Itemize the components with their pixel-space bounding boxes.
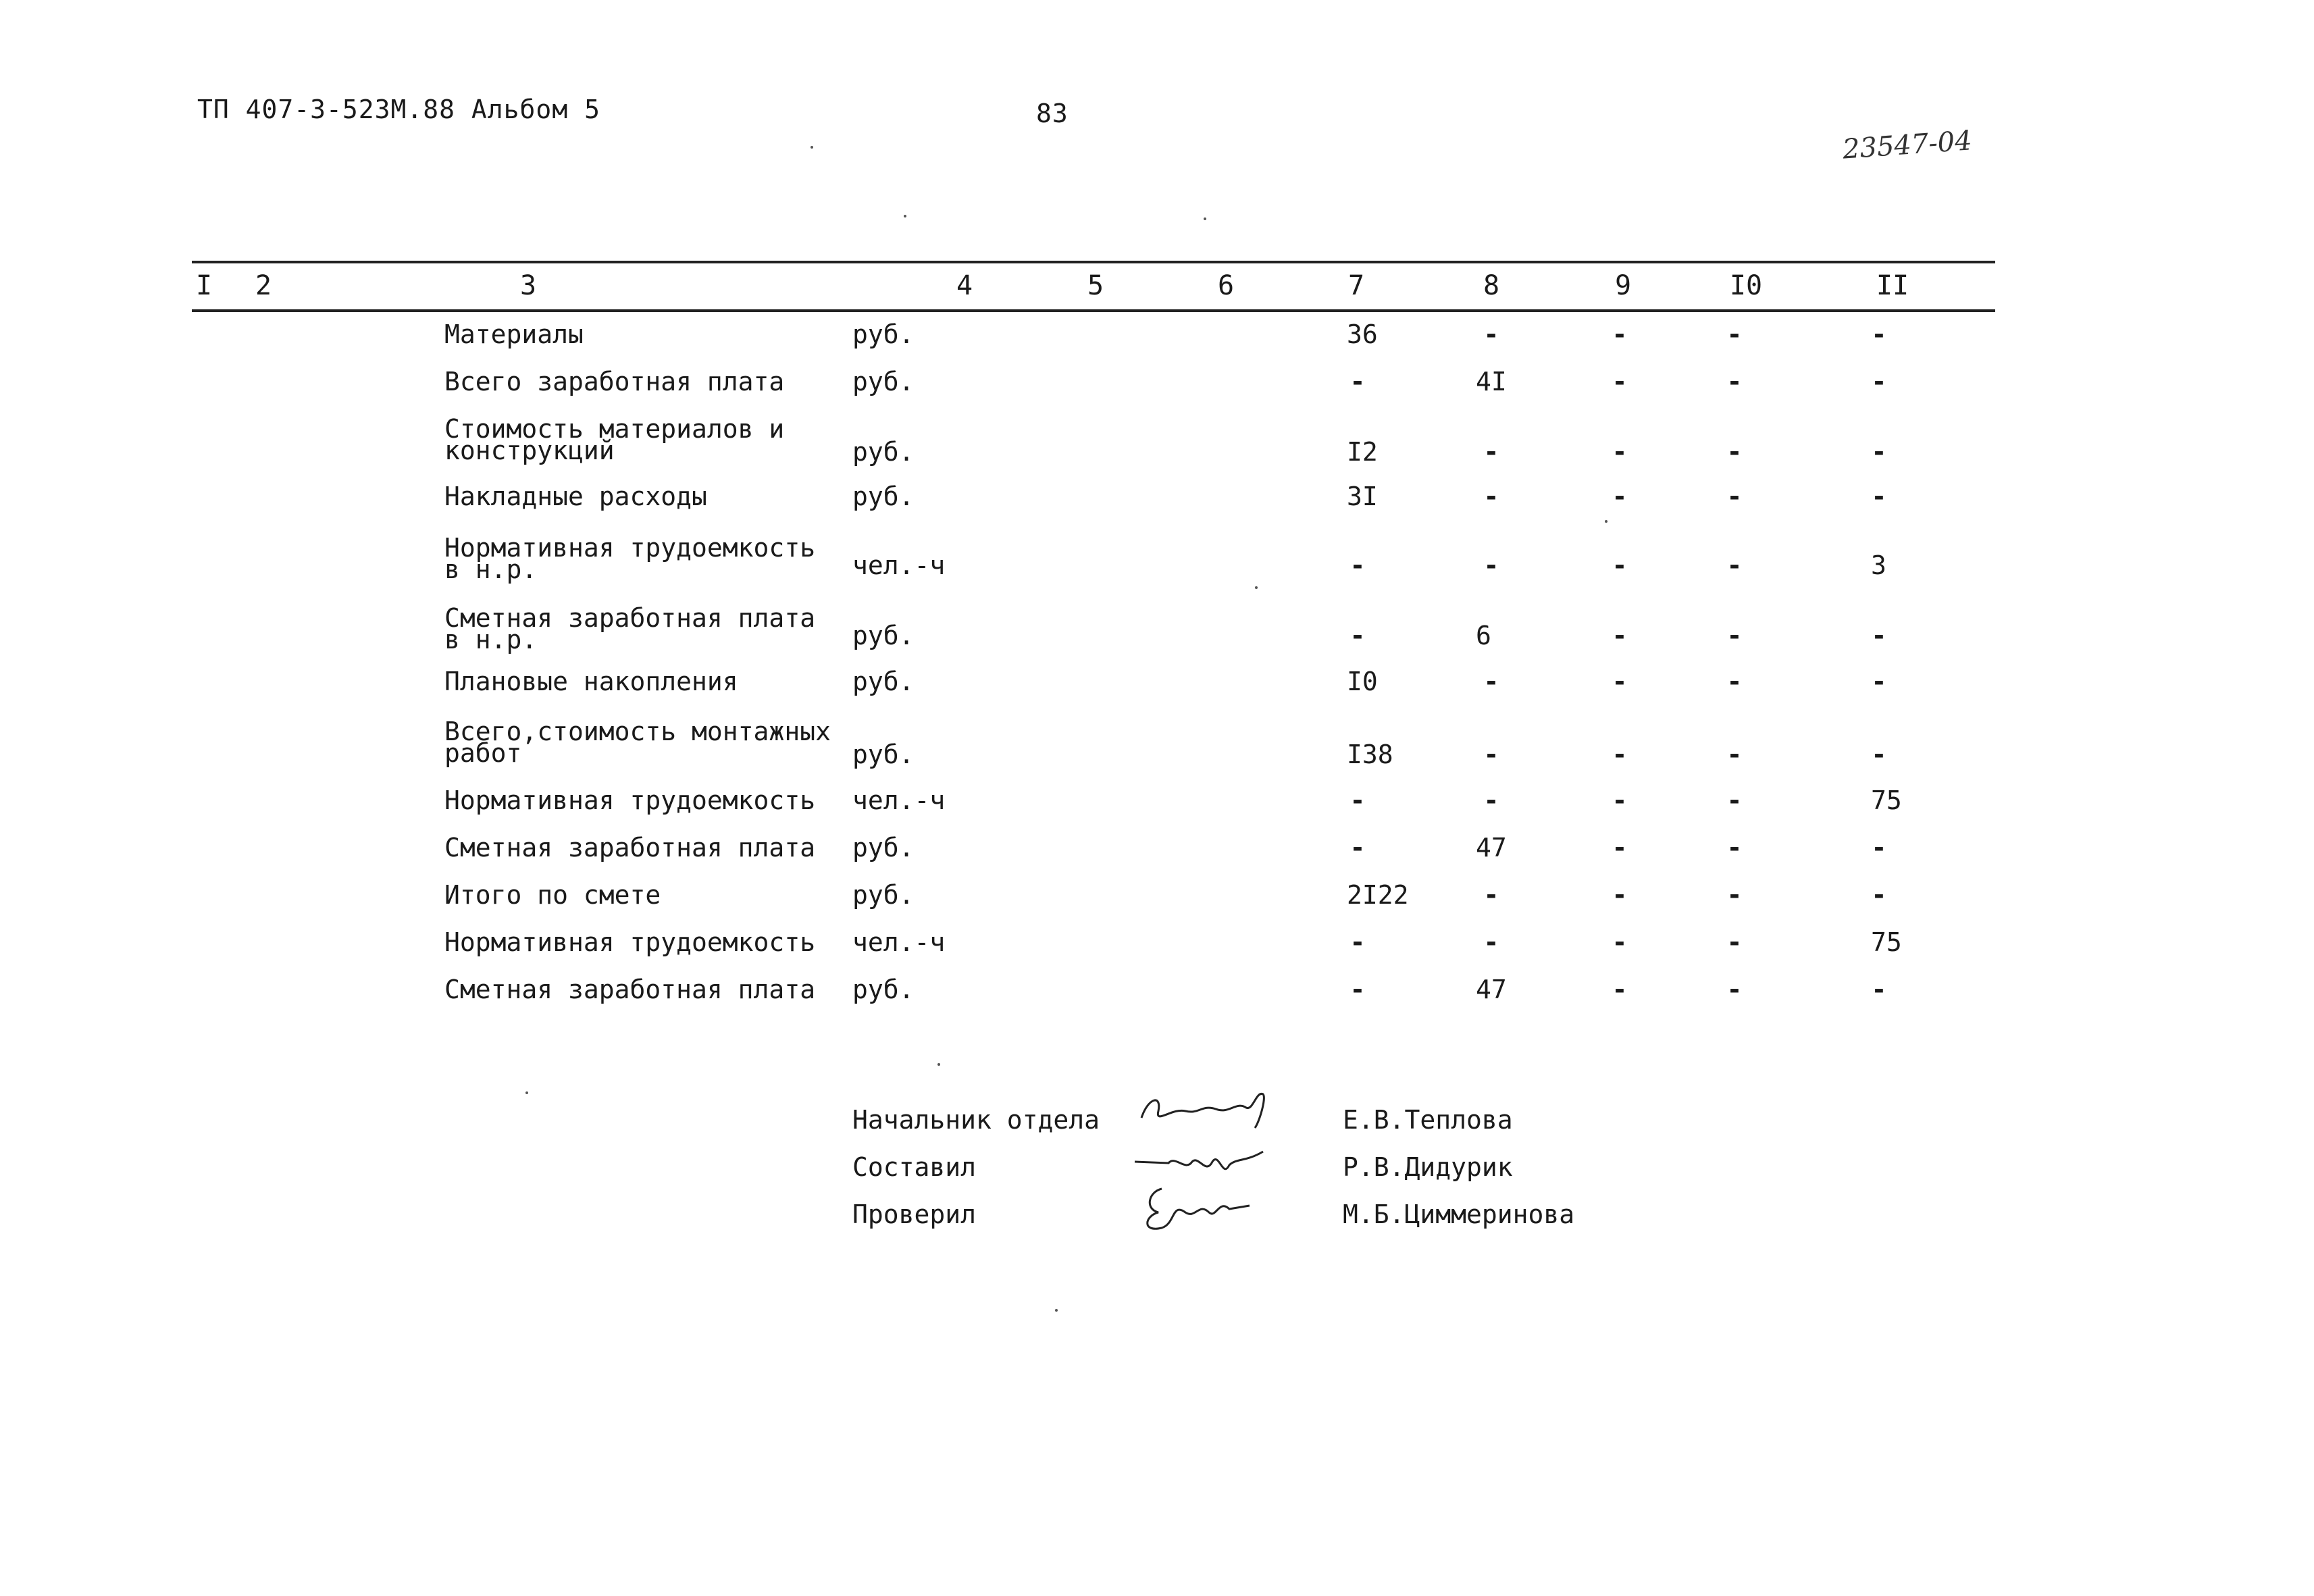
cell-c9: - (1612, 975, 1628, 1004)
cell-c8: - (1483, 880, 1499, 910)
cell-c7: - (1349, 927, 1366, 957)
cell-c11: - (1871, 482, 1887, 511)
cell-c10: - (1726, 482, 1743, 511)
row-unit: руб. (852, 667, 915, 696)
cell-c9: - (1612, 550, 1628, 580)
cell-c8: 4I (1476, 367, 1507, 396)
cell-c7: I2 (1347, 437, 1378, 467)
row-unit: руб. (852, 482, 915, 511)
cell-c10: - (1726, 667, 1743, 696)
scan-speck (937, 1063, 940, 1066)
cell-c11: 3 (1871, 550, 1886, 580)
cell-c11: - (1871, 833, 1887, 863)
cell-c10: - (1726, 786, 1743, 815)
cell-c11: - (1871, 740, 1887, 769)
cell-c11: - (1871, 621, 1887, 650)
cell-c7: - (1349, 975, 1366, 1004)
table-header-rule (192, 309, 1995, 312)
cell-c9: - (1612, 786, 1628, 815)
row-name: в н.р. (444, 625, 538, 654)
row-unit: руб. (852, 621, 915, 650)
cell-c8: 47 (1476, 833, 1507, 863)
cell-c10: - (1726, 621, 1743, 650)
row-unit: руб. (852, 740, 915, 769)
cell-c10: - (1726, 550, 1743, 580)
scan-speck (904, 215, 906, 217)
row-unit: чел.-ч (852, 927, 946, 957)
cell-c7: 2I22 (1347, 880, 1409, 910)
scan-speck (1605, 520, 1608, 523)
cell-c9: - (1612, 482, 1628, 511)
cell-c8: 47 (1476, 975, 1507, 1004)
cell-c11: - (1871, 880, 1887, 910)
archive-stamp: 23547-04 (1841, 125, 1974, 165)
cell-c7: - (1349, 621, 1366, 650)
row-name: Нормативная трудоемкость (444, 927, 816, 957)
handwritten-signature-3 (1135, 1175, 1270, 1236)
cell-c7: - (1349, 367, 1366, 396)
cell-c8: - (1483, 482, 1499, 511)
cell-c7: - (1349, 833, 1366, 863)
cell-c10: - (1726, 880, 1743, 910)
cell-c7: 3I (1347, 482, 1378, 511)
column-number-2: 2 (255, 270, 272, 301)
cell-c10: - (1726, 927, 1743, 957)
row-name: Нормативная трудоемкость (444, 533, 816, 563)
cell-c11: - (1871, 667, 1887, 696)
cell-c10: - (1726, 975, 1743, 1004)
cell-c11: - (1871, 975, 1887, 1004)
page-number: 83 (1036, 99, 1069, 128)
row-name: Всего,стоимость монтажных (444, 717, 831, 746)
column-number-11: II (1876, 270, 1909, 301)
cell-c11: - (1871, 319, 1887, 349)
signature-role-head: Начальник отдела (852, 1105, 1100, 1135)
scan-speck (525, 1091, 528, 1094)
row-unit: руб. (852, 975, 915, 1004)
cell-c9: - (1612, 437, 1628, 467)
row-name: Нормативная трудоемкость (444, 786, 816, 815)
row-unit: руб. (852, 367, 915, 396)
cell-c8: - (1483, 786, 1499, 815)
row-name: Сметная заработная плата (444, 603, 816, 633)
cell-c10: - (1726, 740, 1743, 769)
column-number-4: 4 (956, 270, 973, 301)
cell-c11: 75 (1871, 786, 1902, 815)
cell-c10: - (1726, 833, 1743, 863)
cell-c8: - (1483, 740, 1499, 769)
cell-c9: - (1612, 319, 1628, 349)
cell-c8: - (1483, 437, 1499, 467)
cell-c7: - (1349, 550, 1366, 580)
row-unit: руб. (852, 880, 915, 910)
cell-c9: - (1612, 880, 1628, 910)
document-code: ТП 407-3-523М.88 Альбом 5 (197, 95, 600, 124)
cell-c10: - (1726, 367, 1743, 396)
scan-speck (1255, 586, 1258, 589)
column-number-10: I0 (1729, 270, 1763, 301)
row-name: Накладные расходы (444, 482, 707, 511)
cell-c9: - (1612, 667, 1628, 696)
cell-c10: - (1726, 437, 1743, 467)
row-unit: руб. (852, 319, 915, 349)
row-name: работ (444, 738, 522, 768)
cell-c8: - (1483, 319, 1499, 349)
cell-c7: 36 (1347, 319, 1378, 349)
cell-c9: - (1612, 621, 1628, 650)
row-name: конструкций (444, 436, 615, 465)
cell-c7: I38 (1347, 740, 1393, 769)
scan-speck (811, 146, 813, 149)
signature-role-compiled: Составил (852, 1152, 977, 1182)
row-unit: руб. (852, 833, 915, 863)
cell-c11: 75 (1871, 927, 1902, 957)
row-name: Всего заработная плата (444, 367, 785, 396)
row-name: Плановые накопления (444, 667, 738, 696)
cell-c8: - (1483, 550, 1499, 580)
column-number-5: 5 (1087, 270, 1104, 301)
cell-c9: - (1612, 367, 1628, 396)
signature-role-checked: Проверил (852, 1200, 977, 1229)
cell-c7: I0 (1347, 667, 1378, 696)
row-unit: руб. (852, 437, 915, 467)
row-unit: чел.-ч (852, 786, 946, 815)
cell-c9: - (1612, 833, 1628, 863)
row-name: Итого по смете (444, 880, 661, 910)
column-number-3: 3 (519, 270, 537, 301)
cell-c7: - (1349, 786, 1366, 815)
scan-speck (1055, 1309, 1058, 1312)
cell-c8: - (1483, 667, 1499, 696)
row-unit: чел.-ч (852, 550, 946, 580)
row-name: Стоимость материалов и (444, 414, 785, 444)
cell-c8: 6 (1476, 621, 1491, 650)
scan-speck (1204, 217, 1206, 220)
table-top-rule (192, 261, 1995, 263)
column-number-6: 6 (1217, 270, 1235, 301)
row-name: Сметная заработная плата (444, 833, 816, 863)
signature-name-checked: М.Б.Циммеринова (1343, 1200, 1575, 1229)
column-number-1: I (195, 270, 213, 301)
cell-c11: - (1871, 437, 1887, 467)
handwritten-signature-1 (1135, 1081, 1283, 1135)
cell-c10: - (1726, 319, 1743, 349)
row-name: Сметная заработная плата (444, 975, 816, 1004)
cell-c11: - (1871, 367, 1887, 396)
cell-c9: - (1612, 740, 1628, 769)
signature-name-head: Е.В.Теплова (1343, 1105, 1513, 1135)
row-name: Материалы (444, 319, 584, 349)
cell-c8: - (1483, 927, 1499, 957)
column-number-7: 7 (1347, 270, 1365, 301)
cell-c9: - (1612, 927, 1628, 957)
column-number-8: 8 (1483, 270, 1500, 301)
row-name: в н.р. (444, 555, 538, 584)
column-number-9: 9 (1614, 270, 1632, 301)
signature-name-compiled: Р.В.Дидурик (1343, 1152, 1513, 1182)
